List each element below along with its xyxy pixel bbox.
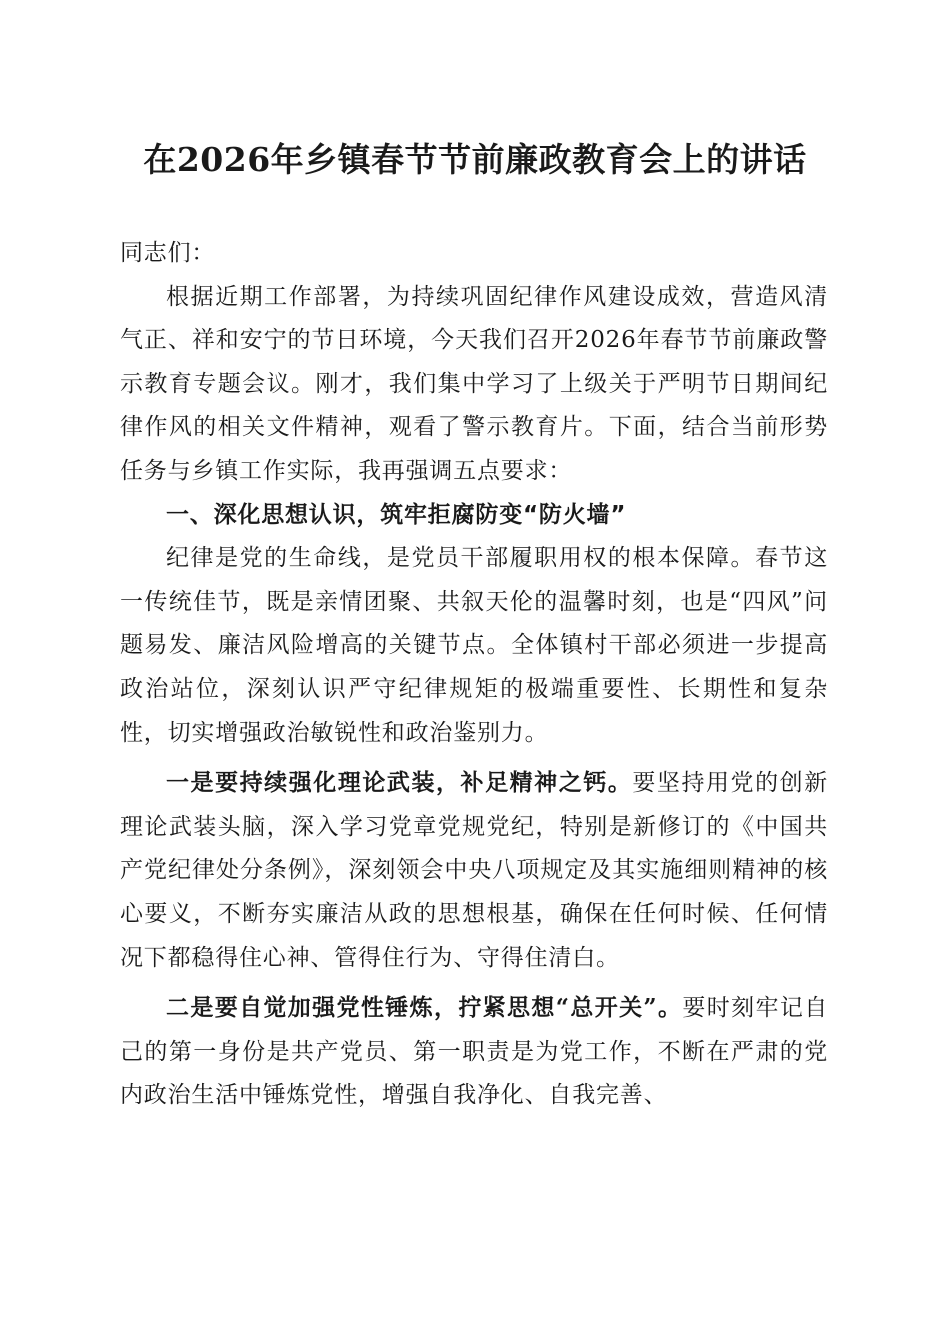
point-paragraph <box>120 761 828 980</box>
section-heading: 一、深化思想认识，筑牢拒腐防变“防火墙” <box>166 501 627 528</box>
salutation: 同志们： <box>120 240 216 266</box>
point-text: 要坚持用党的创新理论武装头脑，深入学习党章党规党纪，特别是新修订的《中国共产党纪律处分条例》，深刻领会中央八项规定及其实施细则精神的核心要义，不断夯实廉洁从政的思想根基，确保在任何时候、任何情况下都稳得住心神、管得住行为、守得住清白。 <box>120 770 828 971</box>
speech-body <box>120 232 828 1118</box>
page-title: 在2026年乡镇春节节前廉政教育会上的讲话 <box>143 140 807 179</box>
point-text: 要时刻牢记自己的第一身份是共产党员、第一职责是为党工作，不断在严肃的党内政治生活中锤炼党性，增强自我净化、自我完善、 <box>120 995 828 1109</box>
section-paragraph: 纪律是党的生命线，是党员干部履职用权的根本保障。春节这一传统佳节，既是亲情团聚、共叙天伦的温馨时刻，也是“四风”问题易发、廉洁风险增高的关键节点。全体镇村干部必须进一步提高政治站位，深刻认识严守纪律规矩的极端重要性、长期性和复杂性，切实增强政治敏锐性和政治鉴别力。 <box>120 545 828 746</box>
intro-paragraph: 根据近期工作部署，为持续巩固纪律作风建设成效，营造风清气正、祥和安宁的节日环境，今天我们召开2026年春节节前廉政警示教育专题会议。刚才，我们集中学习了上级关于严明节日期间纪律作风的相关文件精神，观看了警示教育片。下面，结合当前形势任务与乡镇工作实际，我再强调五点要求： <box>120 283 828 484</box>
point-lead: 二是要自觉加强党性锤炼，拧紧思想“总开关”。 <box>166 994 683 1022</box>
point-paragraph <box>120 986 828 1118</box>
point-lead: 一是要持续强化理论武装，补足精神之钙。 <box>166 769 633 797</box>
